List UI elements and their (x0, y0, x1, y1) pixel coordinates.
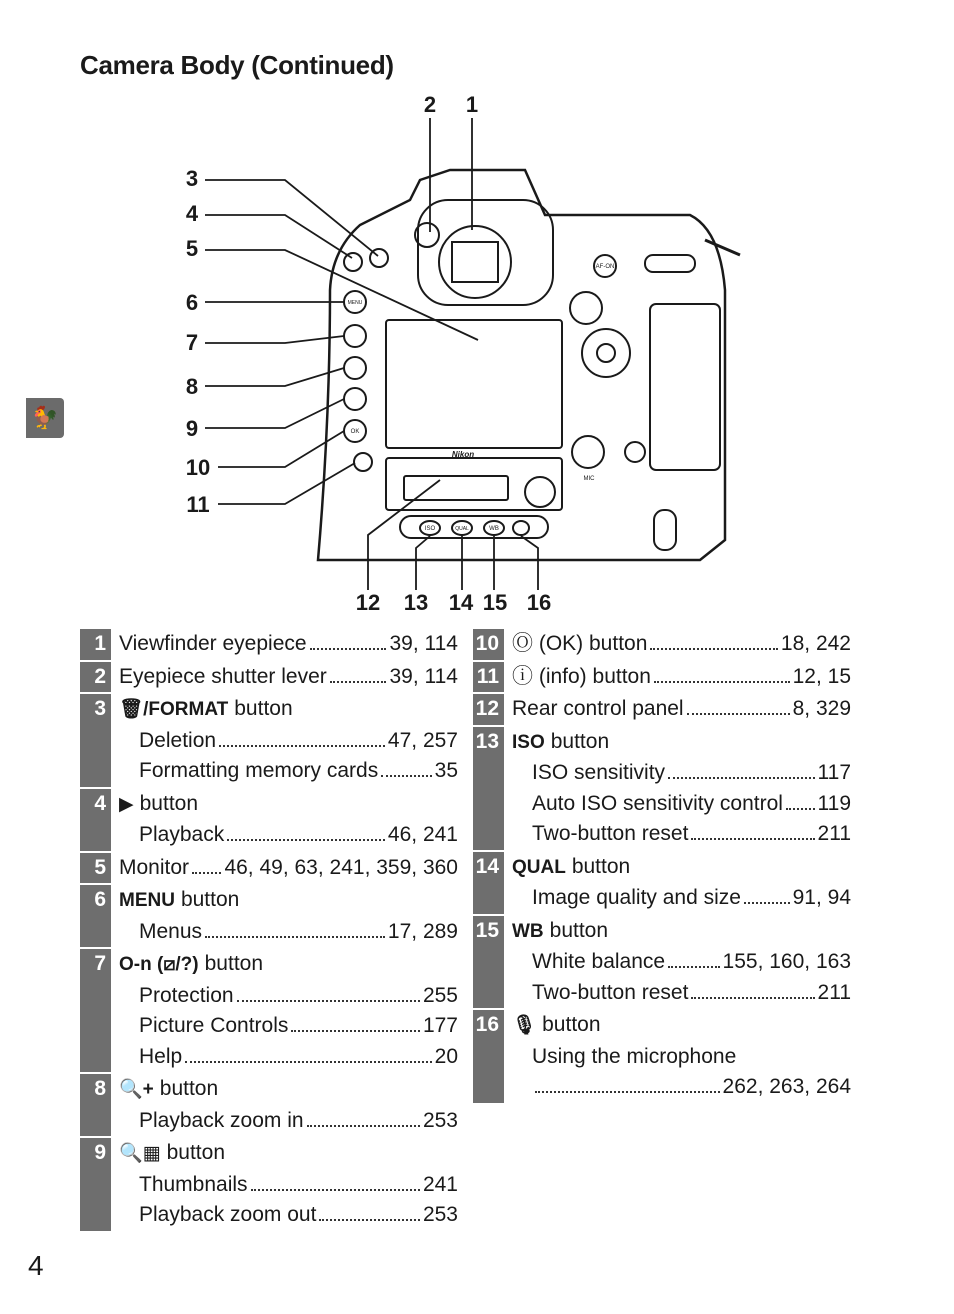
dot-leader (654, 681, 790, 683)
legend-text: Using the microphone (532, 1044, 737, 1068)
dot-leader (319, 1219, 420, 1221)
callout-15: 15 (482, 590, 508, 615)
button-symbol: O‑n (⧄/?) (119, 954, 199, 975)
legend-number: 9 (80, 1138, 111, 1231)
legend-text: Ⓞ (OK) button (512, 632, 648, 655)
callout-8: 8 (185, 374, 199, 399)
dot-leader (650, 648, 778, 650)
callout-4: 4 (185, 201, 199, 226)
dot-leader (237, 1000, 420, 1002)
legend-text: Auto ISO sensitivity control (532, 791, 783, 815)
dot-leader (535, 1091, 720, 1093)
legend-heading-text: button (542, 1013, 601, 1036)
legend-text: White balance (532, 950, 666, 973)
page-reference: 241 (422, 1172, 458, 1196)
legend-heading-text: button (159, 1077, 219, 1100)
legend-line (119, 726, 458, 757)
page-reference: 18, 242 (780, 632, 851, 655)
legend-entry (80, 789, 458, 853)
dot-leader (691, 997, 814, 999)
legend-heading-text: button (549, 918, 609, 942)
page-reference: 20 (434, 1044, 458, 1068)
page-reference: 117 (817, 761, 851, 784)
page-reference: 8, 329 (792, 697, 851, 720)
legend-line (119, 1042, 458, 1073)
legend-heading (512, 727, 851, 759)
page-reference: 253 (422, 1203, 458, 1226)
legend-text: ⓘ (info) button (512, 664, 651, 688)
legend-text: Help (139, 1044, 183, 1068)
legend-entry (473, 629, 851, 662)
legend-heading (512, 1010, 851, 1042)
legend-number: 15 (473, 916, 504, 1009)
callout-10: 10 (185, 455, 211, 480)
legend-entry (80, 1074, 458, 1138)
legend-entry (473, 727, 851, 852)
dot-leader (291, 1030, 420, 1032)
legend-heading-text: button (234, 697, 293, 720)
page-reference: 12, 15 (792, 664, 851, 688)
legend-line (119, 917, 458, 948)
dot-leader (691, 838, 814, 840)
callout-2: 2 (423, 92, 437, 117)
dot-leader (381, 775, 431, 777)
legend-entry (80, 885, 458, 949)
legend-text: ISO sensitivity (532, 761, 666, 784)
dot-leader (185, 1061, 431, 1063)
callout-1: 1 (465, 92, 479, 117)
page-reference: 253 (422, 1108, 458, 1132)
legend-number: 2 (80, 662, 111, 693)
legend-line (512, 947, 851, 978)
legend-number: 7 (80, 949, 111, 1072)
legend-heading-text: button (571, 854, 631, 878)
legend-line (512, 1072, 851, 1103)
legend-line (119, 756, 458, 787)
legend-line (119, 629, 458, 660)
page-reference: 119 (817, 791, 851, 815)
legend-number: 3 (80, 694, 111, 787)
legend-heading (119, 694, 458, 726)
legend-number: 8 (80, 1074, 111, 1136)
legend-heading (512, 852, 851, 884)
page-reference: 47, 257 (387, 728, 458, 752)
dot-leader (786, 808, 815, 810)
legend-number: 4 (80, 789, 111, 851)
legend-line (512, 758, 851, 789)
legend-number: 13 (473, 727, 504, 850)
legend-text: Protection (139, 983, 234, 1007)
legend-heading (119, 1074, 458, 1106)
legend-entry (80, 1138, 458, 1233)
legend-right-column (473, 629, 851, 1105)
legend-text: Menus (139, 919, 203, 943)
wb-label: WB (489, 526, 499, 532)
page-number: 4 (28, 1250, 44, 1281)
callout-11: 11 (186, 492, 210, 517)
page-reference: 211 (817, 822, 851, 845)
page-reference: 155, 160, 163 (722, 950, 851, 973)
legend-line (119, 1106, 458, 1137)
mic-label: MIC (583, 476, 595, 482)
dot-leader (205, 936, 385, 938)
page-reference: 91, 94 (792, 886, 851, 909)
legend-number: 1 (80, 629, 111, 660)
dot-leader (330, 681, 387, 683)
dot-leader (219, 745, 385, 747)
button-symbol: WB (512, 920, 544, 942)
button-symbol: MENU (119, 890, 175, 911)
legend-heading (119, 1138, 458, 1170)
page-reference: 211 (817, 980, 851, 1004)
legend-entry (473, 662, 851, 695)
legend-heading-text: button (139, 791, 199, 815)
af-on-label: AF-ON (595, 264, 615, 270)
callout-9: 9 (185, 416, 199, 441)
page-reference: 262, 263, 264 (722, 1075, 851, 1098)
dot-leader (744, 902, 790, 904)
legend-line (119, 981, 458, 1012)
button-symbol: 🔍▦ (119, 1143, 161, 1164)
legend-number: 5 (80, 853, 111, 884)
legend-line (119, 662, 458, 693)
button-symbol: ISO (512, 731, 545, 753)
legend-entry (473, 852, 851, 916)
legend-heading-text: button (204, 952, 264, 975)
legend-entry (80, 629, 458, 662)
page-reference: 46, 241 (387, 823, 458, 846)
legend-entry (473, 916, 851, 1011)
iso-label: ISO (424, 526, 436, 532)
callout-16: 16 (526, 590, 552, 615)
dot-leader (192, 872, 221, 874)
camera-body-diagram (0, 0, 954, 630)
legend-number: 11 (473, 662, 504, 693)
dot-leader (310, 648, 387, 650)
page-title: Camera Body (Continued) (80, 50, 394, 80)
legend-entry (80, 853, 458, 886)
callout-12: 12 (355, 590, 381, 615)
page-reference: 17, 289 (387, 919, 458, 943)
button-symbol: 🎙 (512, 1015, 537, 1036)
legend-text: Image quality and size (532, 886, 741, 909)
button-symbol: 🔍+ (119, 1079, 154, 1100)
button-symbol: ▶ (119, 793, 134, 815)
legend-line (119, 853, 458, 884)
dot-leader (687, 713, 790, 715)
page-reference: 39, 114 (389, 632, 458, 655)
dot-leader (307, 1125, 420, 1127)
legend-line (512, 694, 851, 725)
legend-heading (119, 949, 458, 981)
legend-number: 16 (473, 1010, 504, 1103)
legend-text: Viewfinder eyepiece (119, 632, 307, 655)
legend-number: 12 (473, 694, 504, 725)
brand-logo: Nikon (451, 450, 475, 459)
page-reference: 39, 114 (389, 664, 458, 688)
legend-number: 14 (473, 852, 504, 914)
rooster-icon: 🐓 (26, 398, 64, 438)
legend-text: Rear control panel (512, 697, 684, 720)
legend-entry (473, 694, 851, 727)
legend-heading-text: button (166, 1141, 225, 1164)
legend-text: Playback zoom in (139, 1108, 304, 1132)
legend-text: Playback (139, 823, 225, 846)
callout-7: 7 (185, 330, 199, 355)
page-reference: 177 (422, 1014, 458, 1037)
legend-number: 6 (80, 885, 111, 947)
dot-leader (668, 777, 814, 779)
legend-line (512, 1042, 851, 1073)
legend-text: Thumbnails (139, 1172, 248, 1196)
legend-text: Formatting memory cards (139, 759, 379, 782)
callout-3: 3 (185, 166, 199, 191)
legend-heading-text: button (180, 888, 240, 911)
legend-number: 10 (473, 629, 504, 660)
legend-left-column (80, 629, 458, 1233)
legend-line (119, 1170, 458, 1201)
legend-line (512, 819, 851, 850)
legend-entry (80, 694, 458, 789)
page-reference: 255 (422, 983, 458, 1007)
legend-heading (512, 916, 851, 948)
legend-text: Deletion (139, 728, 217, 752)
dot-leader (251, 1189, 420, 1191)
legend-text: Monitor (119, 855, 190, 879)
legend-line (512, 662, 851, 693)
legend-text: Playback zoom out (139, 1203, 317, 1226)
legend-line (512, 629, 851, 660)
page-reference: 35 (434, 759, 458, 782)
dot-leader (668, 966, 719, 968)
legend-line (119, 820, 458, 851)
button-symbol: 🗑/FORMAT (119, 699, 229, 720)
menu-label: MENU (347, 300, 363, 306)
legend-line (512, 789, 851, 820)
legend-text: Picture Controls (139, 1014, 289, 1037)
legend-line (119, 1200, 458, 1231)
legend-heading (119, 789, 458, 821)
qual-label: QUAL (455, 526, 469, 532)
legend-text: Two-button reset (532, 980, 689, 1004)
legend-heading (119, 885, 458, 917)
legend-line (512, 883, 851, 914)
callout-6: 6 (185, 290, 199, 315)
legend-text: Two-button reset (532, 822, 689, 845)
legend-line (119, 1011, 458, 1042)
legend-line (512, 978, 851, 1009)
ok-label: OK (350, 429, 360, 435)
legend-heading-text: button (550, 729, 610, 753)
dot-leader (227, 839, 385, 841)
button-symbol: QUAL (512, 856, 566, 878)
callout-5: 5 (185, 236, 199, 261)
legend-text: Eyepiece shutter lever (119, 664, 327, 688)
page-reference: 46, 49, 63, 241, 359, 360 (224, 855, 458, 879)
legend-entry (80, 949, 458, 1074)
callout-14: 14 (448, 590, 474, 615)
callout-13: 13 (403, 590, 429, 615)
legend-entry (80, 662, 458, 695)
legend-entry (473, 1010, 851, 1105)
